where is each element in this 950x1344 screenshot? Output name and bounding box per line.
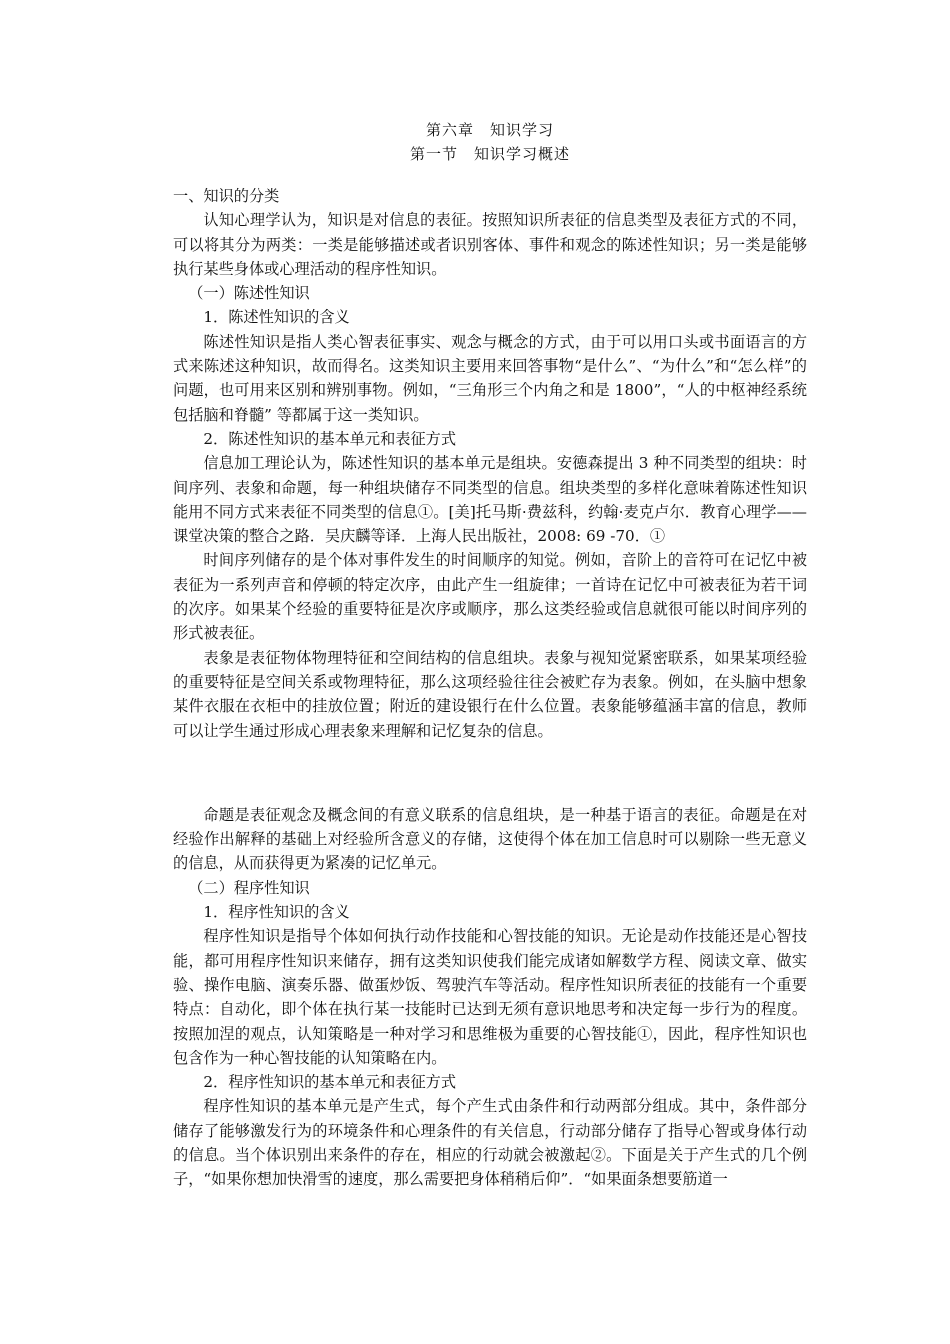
subheading-procedural-units: 2．程序性知识的基本单元和表征方式 bbox=[203, 1073, 457, 1092]
subheading-procedural-meaning: 1．程序性知识的含义 bbox=[203, 903, 350, 922]
document-page bbox=[173, 0, 807, 1344]
paragraph-declarative-definition: 陈述性知识是指人类心智表征事实、观念与概念的方式，由于可以用口头或书面语言的方式来陈述这种知识，故而得名。这类知识主要用来回答事物“是什么”、“为什么”和“怎么样”的问题，也可用来区别和辨别事物。例如，“三角形三个内角之和是 1800”，“人的中枢神经系统包括脑和脊髓” 等都属于这一类知识。 bbox=[173, 332, 807, 424]
heading-declarative-knowledge: （一）陈述性知识 bbox=[188, 284, 310, 303]
paragraph-chunks: 信息加工理论认为，陈述性知识的基本单元是组块。安德森提出 3 种不同类型的组块：时间序列、表象和命题，每一种组块储存不同类型的信息。组块类型的多样化意味着陈述性知识能用不同方式来表征不同类型的信息①。[美]托马斯·费兹科，约翰·麦克卢尔．教育心理学——课堂决策的整合之路．吴庆麟等译．上海人民出版社，2008: 69 -70．① bbox=[173, 454, 807, 546]
paragraph-proposition: 命题是表征观念及概念间的有意义联系的信息组块，是一种基于语言的表征。命题是在对经验作出解释的基础上对经验所含意义的存储，这使得个体在加工信息时可以剔除一些无意义的信息，从而获得更为紧凑的记忆单元。 bbox=[173, 805, 807, 873]
heading-knowledge-classification: 一、知识的分类 bbox=[173, 187, 280, 205]
paragraph-procedural-definition: 程序性知识是指导个体如何执行动作技能和心智技能的知识。无论是动作技能还是心智技能，都可用程序性知识来储存，拥有这类知识使我们能完成诸如解数学方程、阅读文章、做实验、操作电脑、演奏乐器、做蛋炒饭、驾驶汽车等活动。程序性知识所表征的技能有一个重要特点：自动化，即个体在执行某一技能时已达到无须有意识地思考和决定每一步行为的程度。按照加涅的观点，认知策略是一种对学习和思维极为重要的心智技能①，因此，程序性知识也包含作为一种心智技能的认知策略在内。 bbox=[173, 927, 807, 1067]
paragraph-imagery: 表象是表征物体物理特征和空间结构的信息组块。表象与视知觉紧密联系，如果某项经验的重要特征是空间关系或物理特征，那么这项经验往往会被贮存为表象。例如，在头脑中想象某件衣服在衣柜中的挂放位置；附近的建设银行在什么位置。表象能够蕴涵丰富的信息，教师可以让学生通过形成心理表象来理解和记忆复杂的信息。 bbox=[173, 648, 807, 740]
paragraph-production-rules: 程序性知识的基本单元是产生式，每个产生式由条件和行动两部分组成。其中，条件部分储存了能够激发行为的环境条件和心理条件的有关信息，行动部分储存了指导心智或身体行动的信息。当个体识别出来条件的存在，相应的行动就会被激起②。下面是关于产生式的几个例子，“如果你想加快滑雪的速度，那么需要把身体稍稍后仰”．“如果面条想要筋道一 bbox=[173, 1097, 807, 1189]
section-title: 第一节 知识学习概述 bbox=[409, 145, 570, 163]
heading-procedural-knowledge: （二）程序性知识 bbox=[188, 878, 310, 897]
paragraph-intro: 认知心理学认为，知识是对信息的表征。按照知识所表征的信息类型及表征方式的不同，可以将其分为两类：一类是能够描述或者识别客体、事件和观念的陈述性知识；另一类是能够执行某些身体或心理活动的程序性知识。 bbox=[173, 211, 807, 278]
chapter-title: 第六章 知识学习 bbox=[425, 121, 554, 139]
subheading-declarative-units: 2．陈述性知识的基本单元和表征方式 bbox=[203, 429, 457, 448]
paragraph-time-series: 时间序列储存的是个体对事件发生的时间顺序的知觉。例如，音阶上的音符可在记忆中被表征为一系列声音和停顿的特定次序，由此产生一组旋律；一首诗在记忆中可被表征为若干词的次序。如果某个经验的重要特征是次序或顺序，那么这类经验或信息就很可能以时间序列的形式被表征。 bbox=[173, 551, 807, 643]
page-break-gap bbox=[173, 743, 807, 803]
subheading-declarative-meaning: 1．陈述性知识的含义 bbox=[203, 308, 350, 327]
